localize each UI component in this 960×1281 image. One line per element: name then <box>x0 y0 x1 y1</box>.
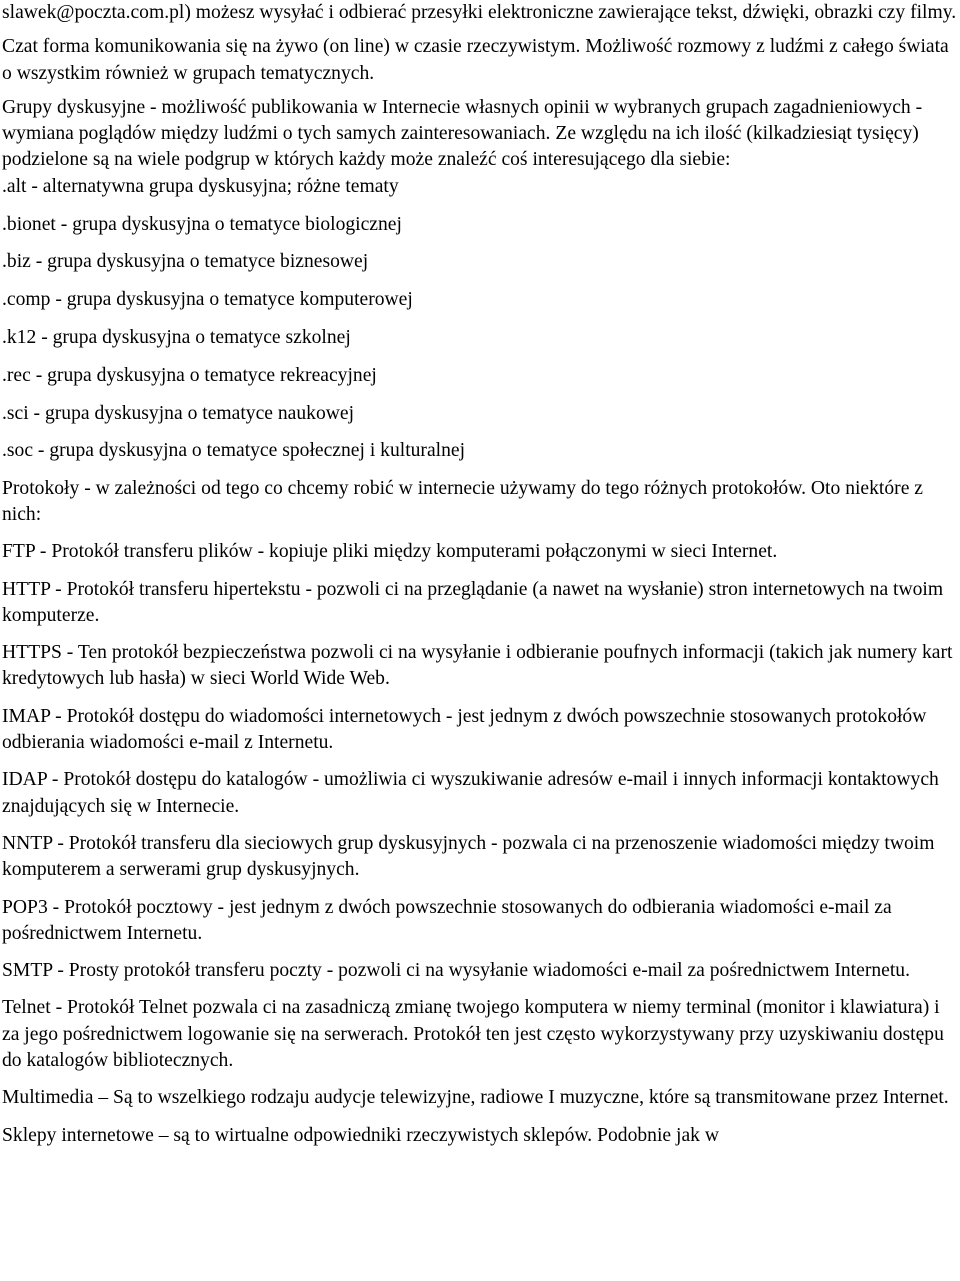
email-paragraph: slawek@poczta.com.pl) możesz wysyłać i odbierać przesyłki elektroniczne zawierające tekst, dźwięki, obrazki czy filmy. <box>2 2 957 23</box>
protocol-https-paragraph: HTTPS - Ten protokół bezpieczeństwa pozwoli ci na wysyłanie i odbieranie poufnych informacji (takich jak numery kart kredytowych lub hasła) w sieci World Wide Web. <box>2 642 953 690</box>
protocol-ftp-paragraph: FTP - Protokół transferu plików - kopiuje pliki między komputerami połączonymi w sieci Internet. <box>2 541 778 563</box>
newsgroup-item-bionet: .bionet - grupa dyskusyjna o tematyce biologicznej <box>2 213 402 235</box>
protocol-nntp-paragraph: NNTP - Protokół transferu dla sieciowych grup dyskusyjnych - pozwala ci na przenoszenie wiadomości między twoim komputerem a serwerami grup dyskusyjnych. <box>2 832 935 881</box>
newsgroup-item-biz: .biz - grupa dyskusyjna o tematyce biznesowej <box>2 251 369 273</box>
newsgroups-paragraph: Grupy dyskusyjne - możliwość publikowania w Internecie własnych opinii w wybranych grupach zagadnieniowych - wymiana poglądów między ludźmi o tych samych zainteresowaniach. Ze względu na ich ilość (kilkadziesiąt tysięcy) podzielone są na wiele podgrup w których każdy może znaleźć coś interesującego dla siebie: <box>2 96 923 171</box>
newsgroup-item-k12: .k12 - grupa dyskusyjna o tematyce szkolnej <box>2 326 351 348</box>
online-shops-paragraph: Sklepy internetowe – są to wirtualne odpowiedniki rzeczywistych sklepów. Podobnie jak w <box>2 1124 720 1146</box>
newsgroup-item-soc: .soc - grupa dyskusyjna o tematyce społecznej i kulturalnej <box>2 440 466 462</box>
protocol-smtp-paragraph: SMTP - Prosty protokół transferu poczty - pozwoli ci na wysyłanie wiadomości e-mail za pośrednictwem Internetu. <box>2 960 910 982</box>
newsgroup-list <box>2 174 958 465</box>
newsgroup-item-comp: .comp - grupa dyskusyjna o tematyce komputerowej <box>2 289 413 311</box>
protocol-imap-paragraph: IMAP - Protokół dostępu do wiadomości internetowych - jest jednym z dwóch powszechnie stosowanych protokołów odbierania wiadomości e-mail z Internetu. <box>2 705 927 754</box>
protocol-pop3-paragraph: POP3 - Protokół pocztowy - jest jednym z dwóch powszechnie stosowanych do odbierania wiadomości e-mail za pośrednictwem Internetu. <box>2 896 892 944</box>
protocol-http-paragraph: HTTP - Protokół transferu hipertekstu - pozwoli ci na przeglądanie (a nawet na wysłanie) stron internetowych na twoim komputerze. <box>2 578 944 626</box>
newsgroup-item-alt: .alt - alternatywna grupa dyskusyjna; różne tematy <box>2 175 399 197</box>
protocols-intro-paragraph: Protokoły - w zależności od tego co chcemy robić w internecie używamy do tego różnych protokołów. Oto niektóre z nich: <box>2 477 923 525</box>
newsgroup-item-sci: .sci - grupa dyskusyjna o tematyce naukowej <box>2 402 355 424</box>
chat-paragraph: Czat forma komunikowania się na żywo (on line) w czasie rzeczywistym. Możliwość rozmowy z ludźmi z całego świata o wszystkim również w grupach tematycznych. <box>2 36 949 84</box>
document-page <box>2 0 958 1149</box>
newsgroup-item-rec: .rec - grupa dyskusyjna o tematyce rekreacyjnej <box>2 364 377 386</box>
protocol-idap-paragraph: IDAP - Protokół dostępu do katalogów - umożliwia ci wyszukiwanie adresów e-mail i innych informacji kontaktowych znajdujących się w Internecie. <box>2 769 939 817</box>
multimedia-paragraph: Multimedia – Są to wszelkiego rodzaju audycje telewizyjne, radiowe I muzyczne, które są transmitowane przez Internet. <box>2 1087 949 1109</box>
protocol-telnet-paragraph: Telnet - Protokół Telnet pozwala ci na zasadniczą zmianę twojego komputera w niemy terminal (monitor i klawiatura) i za jego pośrednictwem logowanie się na serwerach. Protokół ten jest często wykorzystywany przy uzyskiwaniu dostępu do katalogów bibliotecznych. <box>2 997 944 1071</box>
